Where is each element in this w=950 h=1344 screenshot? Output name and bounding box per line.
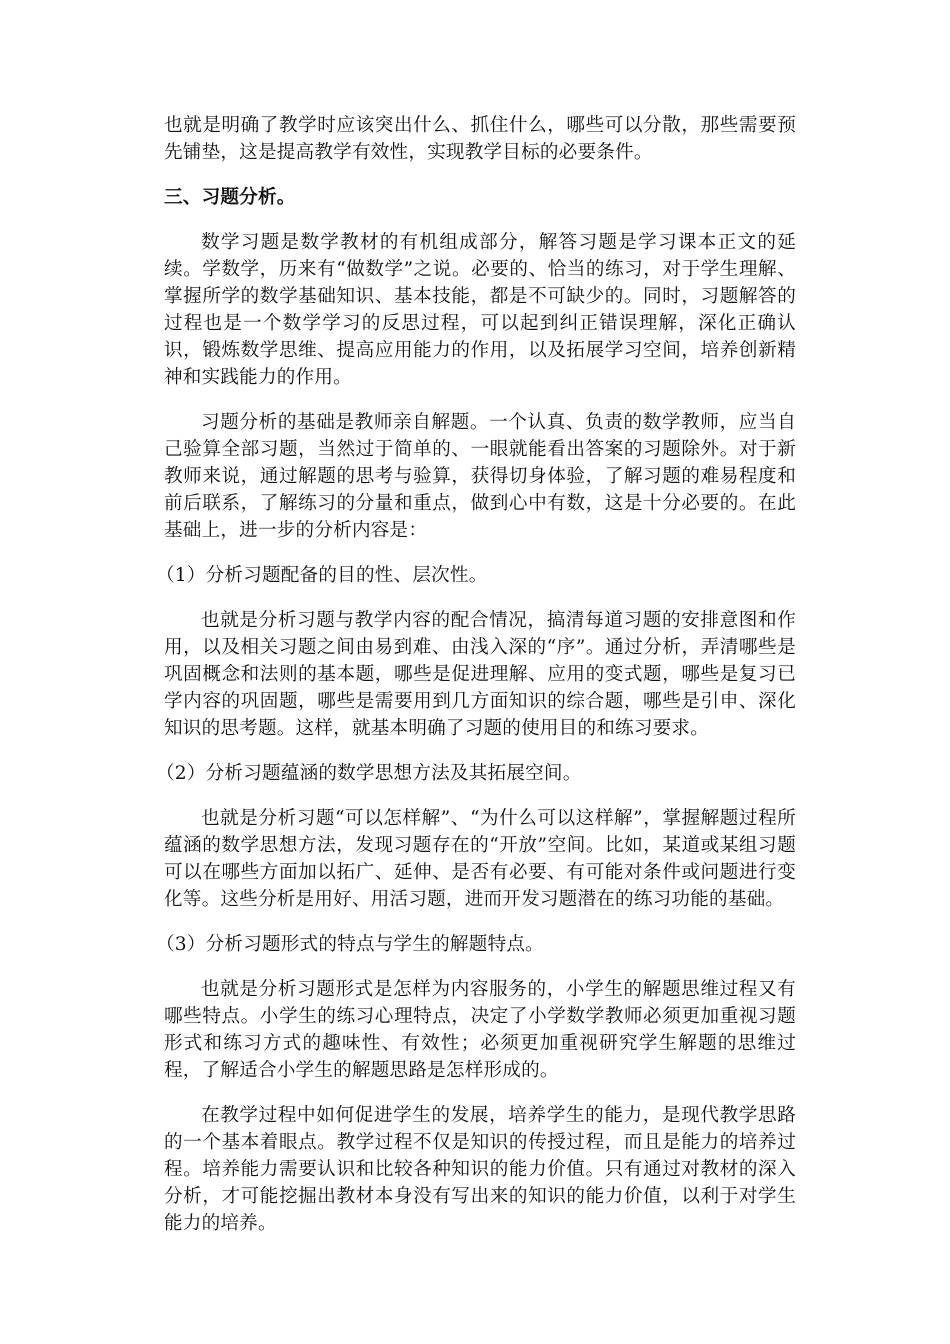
- paragraph-math-thinking: 也就是分析习题“可以怎样解”、“为什么可以这样解”，掌握解题过程所蕴涵的数学思想方法，发现习题存在的“开放”空间。比如，某道或某组习题可以在哪些方面加以拓广、延伸、是否有必要、有可能对条件或问题进行变化等。这些分析是用好、用活习题，进而开发习题潜在的练习功能的基础。: [164, 808, 796, 910]
- section-heading: 三、习题分析。: [164, 187, 296, 208]
- paragraph-analysis-basis: 习题分析的基础是教师亲自解题。一个认真、负责的数学教师，应当自己验算全部习题，当然过于简单的、一眼就能看出答案的习题除外。对于新教师来说，通过解题的思考与验算，获得切身体验，了解习题的难易程度和前后联系，了解练习的分量和重点，做到心中有数，这是十分必要的。在此基础上，进一步的分析内容是：: [164, 412, 796, 541]
- subheading-3: （3）分析习题形式的特点与学生的解题特点。: [156, 934, 544, 955]
- subheading-1: （1）分析习题配备的目的性、层次性。: [156, 565, 488, 586]
- document-page: [156, 112, 796, 1255]
- paragraph-student-traits: 也就是分析习题形式是怎样为内容服务的，小学生的解题思维过程又有哪些特点。小学生的练习心理特点，决定了小学数学教师必须更加重视习题形式和练习方式的趣味性、有效性；必须更加重视研究学生解题的思维过程，了解适合小学生的解题思路是怎样形成的。: [164, 979, 796, 1081]
- paragraph-purpose-levels: 也就是分析习题与教学内容的配合情况，搞清每道习题的安排意图和作用，以及相关习题之间由易到难、由浅入深的“序”。通过分析，弄清哪些是巩固概念和法则的基本题，哪些是促进理解、应用的变式题，哪些是复习已学内容的巩固题，哪些是需要用到几方面知识的综合题，哪些是引申、深化知识的思考题。这样，就基本明确了习题的使用目的和练习要求。: [164, 610, 796, 739]
- subheading-2: （2）分析习题蕴涵的数学思想方法及其拓展空间。: [156, 763, 582, 784]
- paragraph-exercise-role: 数学习题是数学教材的有机组成部分，解答习题是学习课本正文的延续。学数学，历来有“做数学”之说。必要的、恰当的练习，对于学生理解、掌握所学的数学基础知识、基本技能，都是不可缺少的。同时，习题解答的过程也是一个数学学习的反思过程，可以起到纠正错误理解，深化正确认识，锻炼数学思维、提高应用能力的作用，以及拓展学习空间，培养创新精神和实践能力的作用。: [164, 232, 796, 388]
- intro-paragraph: 也就是明确了教学时应该突出什么、抓住什么，哪些可以分散，那些需要预先铺垫，这是提高教学有效性，实现教学目标的必要条件。: [164, 115, 796, 163]
- paragraph-ability-development: 在教学过程中如何促进学生的发展，培养学生的能力，是现代教学思路的一个基本着眼点。教学过程不仅是知识的传授过程，而且是能力的培养过程。培养能力需要认识和比较各种知识的能力价值。只有通过对教材的深入分析，才可能挖掘出教材本身没有写出来的知识的能力价值，以利于对学生能力的培养。: [164, 1105, 796, 1234]
